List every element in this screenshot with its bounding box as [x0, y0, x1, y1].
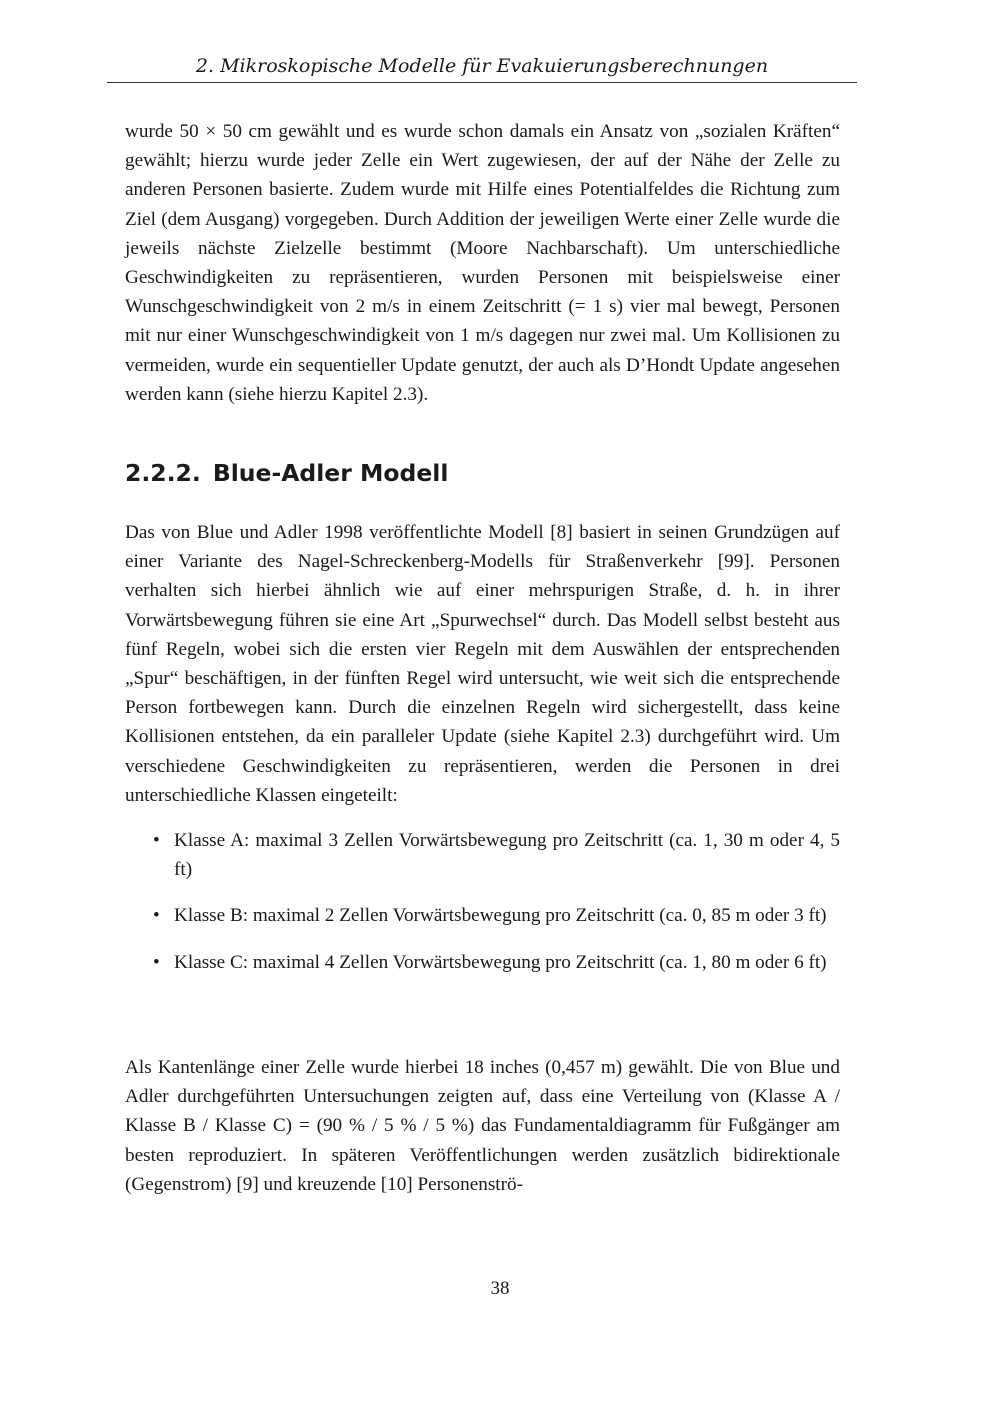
list-item-text: Klasse C: maximal 4 Zellen Vorwärtsbewegung pro Zeitschritt (ca. 1, 80 m oder 6 ft): [174, 951, 827, 973]
page-number: 38: [490, 1278, 510, 1299]
section-heading: [125, 455, 840, 491]
list-item: [125, 901, 840, 930]
paragraph-2: Das von Blue und Adler 1998 veröffentlichte Modell [8] basiert in seinen Grundzügen auf einer Variante des Nagel-Schreckenberg-Modells für Straßenverkehr [99]. Personen verhalten sich hierbei ähnlich wie auf einer mehrspurigen Straße, d. h. in ihrer Vorwärtsbewegung führen sie eine Art „Spurwechsel“ durch. Das Modell selbst besteht aus fünf Regeln, wobei sich die ersten vier Regeln mit dem Auswählen der entsprechenden „Spur“ beschäftigen, in der fünften Regel wird untersucht, wie weit sich die entsprechende Person fortbewegen kann. Durch die einzelnen Regeln wird sichergestellt, dass keine Kollisionen entstehen, da ein paralleler Update (siehe Kapitel 2.3) durchgeführt wird. Um verschiedene Geschwindigkeiten zu repräsentieren, werden die Personen in drei unterschiedliche Klassen eingeteilt:: [125, 522, 840, 806]
paragraph-1: wurde 50 × 50 cm gewählt und es wurde schon damals ein Ansatz von „sozialen Kräften“ gewählt; hierzu wurde jeder Zelle ein Wert zugewiesen, der auf der Nähe der Zelle zu anderen Personen basierte. Zudem wurde mit Hilfe eines Potentialfeldes die Richtung zum Ziel (dem Ausgang) vorgegeben. Durch Addition der jeweiligen Werte einer Zelle wurde die jeweils nächste Zielzelle bestimmt (Moore Nachbarschaft). Um unterschiedliche Geschwindigkeiten zu repräsentieren, wurden Personen mit beispielsweise einer Wunschgeschwindigkeit von 2 m/s in einem Zeitschritt (= 1 s) vier mal bewegt, Personen mit nur einer Wunschgeschwindigkeit von 1 m/s dagegen nur zwei mal. Um Kollisionen zu vermeiden, wurde ein sequentieller Update genutzt, der auch als D’Hondt Update angesehen werden kann (siehe hierzu Kapitel 2.3).: [125, 121, 840, 405]
list-item: [125, 948, 840, 977]
bullet-icon: •: [153, 905, 160, 927]
list-item-text: Klasse A: maximal 3 Zellen Vorwärtsbewegung pro Zeitschritt (ca. 1, 30 m oder 4, 5 ft): [174, 830, 840, 881]
section-number: 2.2.2.: [125, 459, 201, 487]
section-title: Blue-Adler Modell: [212, 459, 449, 487]
list-item-text: Klasse B: maximal 2 Zellen Vorwärtsbewegung pro Zeitschritt (ca. 0, 85 m oder 3 ft): [174, 905, 827, 927]
bullet-list: [125, 826, 840, 994]
bullet-icon: •: [153, 830, 160, 851]
list-item: [125, 826, 840, 884]
paragraph-3: Als Kantenlänge einer Zelle wurde hierbei 18 inches (0,457 m) gewählt. Die von Blue und Adler durchgeführten Untersuchungen zeigten auf, dass eine Verteilung von (Klasse A / Klasse B / Klasse C) = (90 % / 5 % / 5 %) das Fundamentaldiagramm für Fußgänger am besten reproduziert. In späteren Veröffentlichungen werden zusätzlich bidirektionale (Gegenstrom) [9] und kreuzende [10] Personenströ-: [125, 1057, 840, 1195]
bullet-icon: •: [153, 951, 160, 973]
running-header: 2. Mikroskopische Modelle für Evakuierungsberechnungen: [107, 52, 857, 83]
